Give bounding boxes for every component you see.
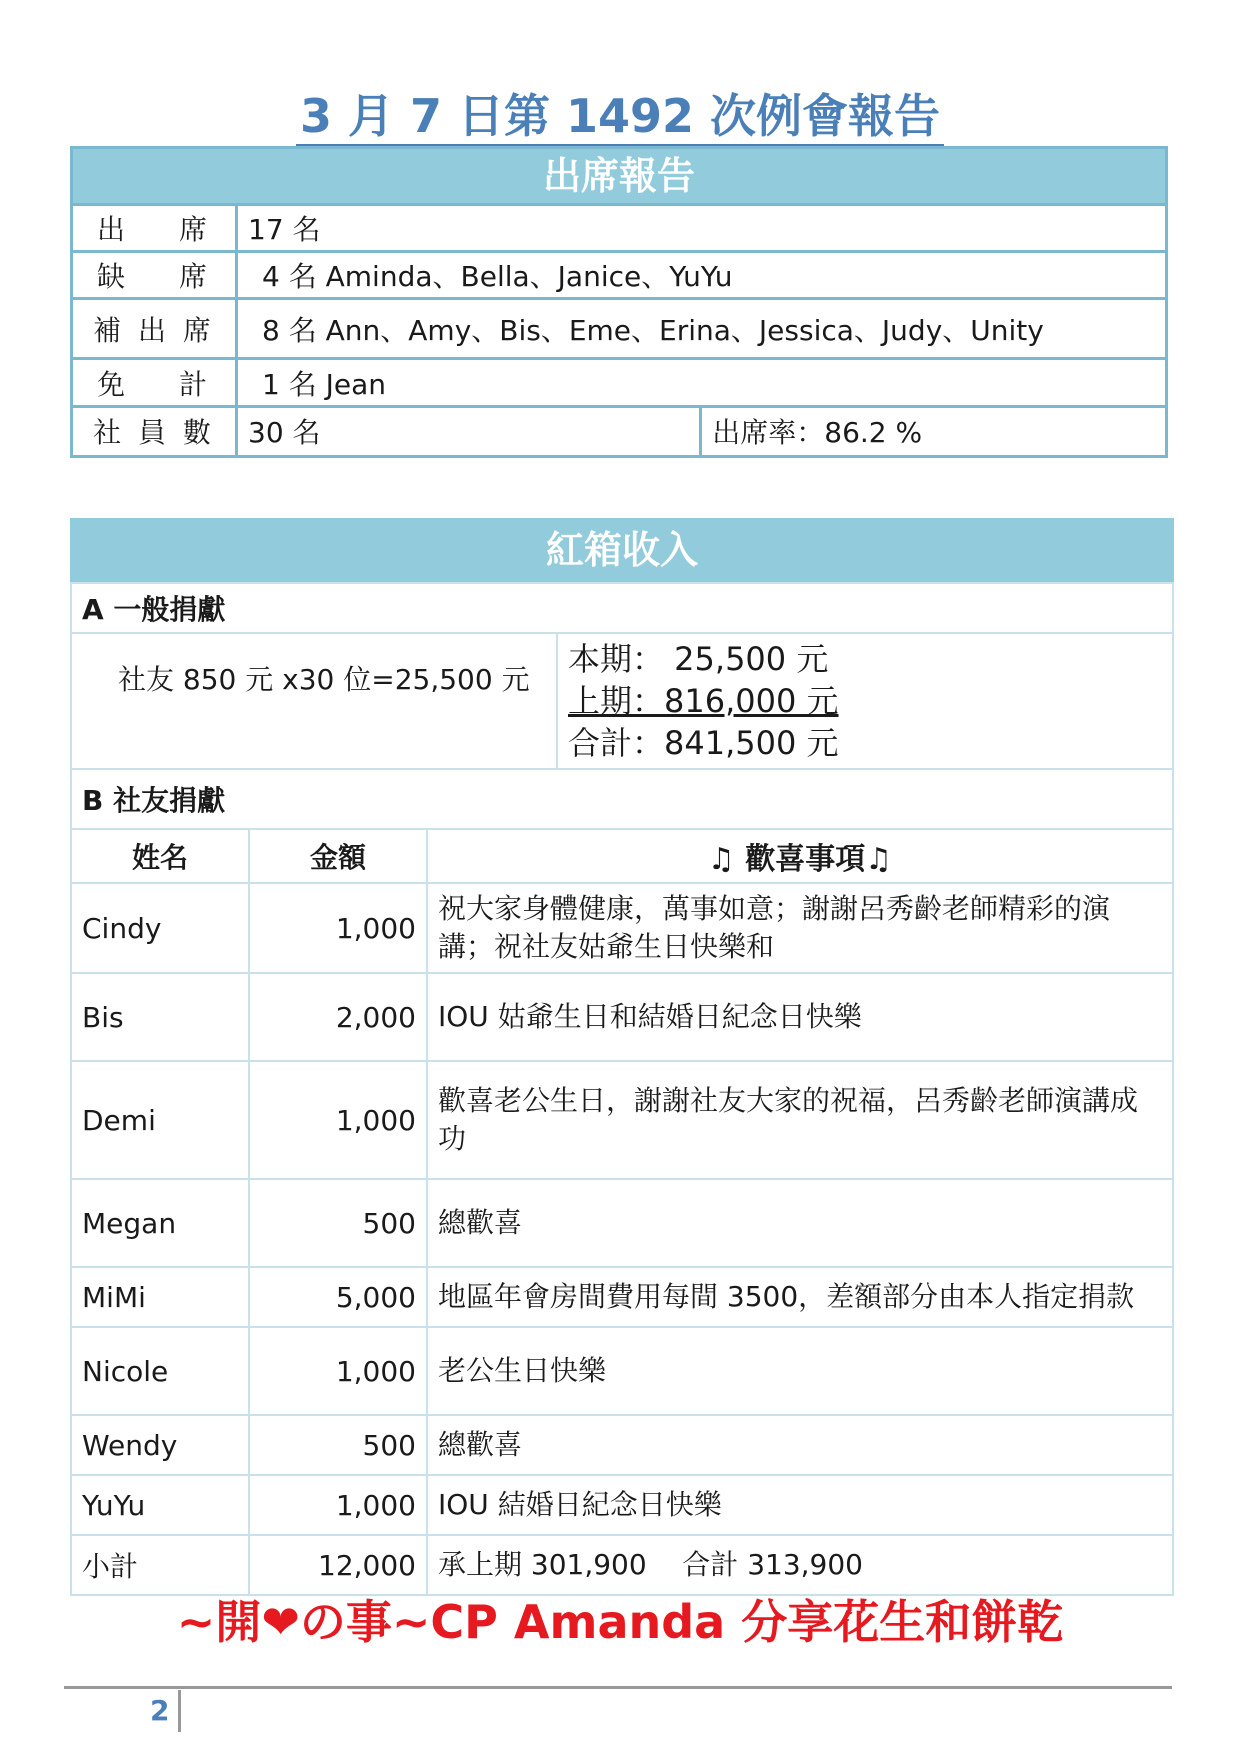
- donor-note: 歡喜老公生日，謝謝社友大家的祝福，呂秀齡老師演講成功: [427, 1061, 1173, 1179]
- previous-amount: 上期：816,000 元: [568, 682, 839, 720]
- donor-name: Bis: [71, 973, 249, 1061]
- table-row: [71, 1179, 1173, 1267]
- table-row: [71, 1267, 1173, 1327]
- page-number-bar: [178, 1690, 181, 1732]
- current-amount: 本期： 25,500 元: [568, 640, 829, 678]
- table-row: [71, 1415, 1173, 1475]
- donor-amount: 2,000: [249, 973, 427, 1061]
- table-row: [71, 1327, 1173, 1415]
- page-title: [0, 88, 1240, 146]
- donor-name: Demi: [71, 1061, 249, 1179]
- subtotal-note: 承上期 301,900 合計 313,900: [427, 1535, 1173, 1595]
- makeup-value: 8 名 Ann、Amy、Bis、Eme、Erina、Jessica、Judy、Unity: [237, 299, 1166, 359]
- attendance-header: 出席報告: [73, 149, 1165, 203]
- red-box-table: [70, 582, 1174, 1596]
- donor-amount: 500: [249, 1415, 427, 1475]
- table-row: [71, 973, 1173, 1061]
- members-value: 30 名: [237, 407, 701, 455]
- present-label: 出 席: [73, 205, 237, 252]
- donor-note: 地區年會房間費用每間 3500，差額部分由本人指定捐款: [427, 1267, 1173, 1327]
- donor-name: Megan: [71, 1179, 249, 1267]
- message-suffix: の事~CP Amanda 分享花生和餅乾: [299, 1595, 1064, 1649]
- donor-name: Cindy: [71, 883, 249, 973]
- attendance-row-exempt: [73, 359, 1165, 407]
- happy-news-message: [0, 1586, 1240, 1652]
- attendance-row-absent: [73, 252, 1165, 299]
- page-title-text: 3 月 7 日第 1492 次例會報告: [296, 88, 944, 146]
- total-amount: 合計：841,500 元: [568, 724, 839, 762]
- member-title: B 社友捐獻: [71, 769, 1173, 829]
- subtotal-amount: 12,000: [249, 1535, 427, 1595]
- donor-note: 祝大家身體健康，萬事如意；謝謝呂秀齡老師精彩的演講；祝社友姑爺生日快樂和: [427, 883, 1173, 973]
- exempt-label: 免 計: [73, 359, 237, 407]
- donor-note: IOU 結婚日紀念日快樂: [427, 1475, 1173, 1535]
- message-prefix: ~開: [176, 1595, 262, 1649]
- page-number: 2: [150, 1694, 170, 1727]
- attendance-row-members: [73, 407, 1165, 455]
- absent-value: 4 名 Aminda、Bella、Janice、YuYu: [237, 252, 1166, 299]
- donor-amount: 1,000: [249, 1475, 427, 1535]
- general-title: A 一般捐獻: [71, 583, 1173, 633]
- donor-name: MiMi: [71, 1267, 249, 1327]
- col-amount-header: 金額: [249, 829, 427, 883]
- general-formula: 社友 850 元 x30 位=25,500 元: [71, 633, 557, 769]
- table-row: [71, 1475, 1173, 1535]
- red-box-header: 紅箱收入: [70, 518, 1174, 582]
- donor-amount: 1,000: [249, 883, 427, 973]
- general-summary: [557, 633, 1173, 769]
- donor-note: 總歡喜: [427, 1415, 1173, 1475]
- member-title-row: [71, 769, 1173, 829]
- table-row: [71, 1061, 1173, 1179]
- attendance-row-makeup: [73, 299, 1165, 359]
- donor-name: YuYu: [71, 1475, 249, 1535]
- donor-note: IOU 姑爺生日和結婚日紀念日快樂: [427, 973, 1173, 1061]
- footer-divider: [64, 1686, 1172, 1689]
- heart-icon: ❤: [261, 1595, 300, 1649]
- col-name-header: 姓名: [71, 829, 249, 883]
- subtotal-label: 小計: [71, 1535, 249, 1595]
- red-box-section: [70, 518, 1174, 1596]
- makeup-label: 補 出 席: [73, 299, 237, 359]
- donor-amount: 5,000: [249, 1267, 427, 1327]
- donor-amount: 500: [249, 1179, 427, 1267]
- col-note-header: ♫ 歡喜事項♫: [427, 829, 1173, 883]
- exempt-value: 1 名 Jean: [237, 359, 1166, 407]
- donor-note: 老公生日快樂: [427, 1327, 1173, 1415]
- attendance-section: [70, 146, 1168, 458]
- general-row: [71, 633, 1173, 769]
- attendance-row-present: [73, 205, 1165, 252]
- donor-name: Nicole: [71, 1327, 249, 1415]
- absent-label: 缺 席: [73, 252, 237, 299]
- donor-amount: 1,000: [249, 1327, 427, 1415]
- general-title-row: [71, 583, 1173, 633]
- attendance-table: [73, 203, 1165, 455]
- attendance-rate: 出席率：86.2 %: [701, 407, 1165, 455]
- present-value: 17 名: [237, 205, 1166, 252]
- donor-note: 總歡喜: [427, 1179, 1173, 1267]
- donor-amount: 1,000: [249, 1061, 427, 1179]
- members-label: 社 員 數: [73, 407, 237, 455]
- member-header-row: [71, 829, 1173, 883]
- donor-name: Wendy: [71, 1415, 249, 1475]
- table-row: [71, 883, 1173, 973]
